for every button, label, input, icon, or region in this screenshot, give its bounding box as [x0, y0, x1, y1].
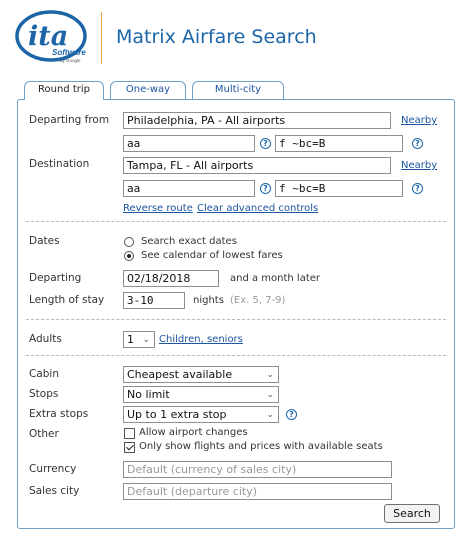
nights-label: nights	[193, 295, 224, 306]
logo-by-text: by Google	[60, 58, 81, 63]
search-form-panel	[17, 99, 455, 529]
children-seniors-link[interactable]: Children, seniors	[159, 334, 243, 345]
available-seats-label[interactable]: Only show flights and prices with available seats	[139, 441, 383, 452]
stops-value: No limit	[127, 388, 170, 401]
available-seats-checkbox[interactable]	[124, 442, 135, 453]
calendar-radio[interactable]	[124, 251, 134, 261]
adults-value: 1	[127, 333, 134, 346]
chevron-down-icon: ⌄	[142, 335, 150, 345]
extra-stops-label: Extra stops	[29, 408, 89, 420]
header	[0, 0, 470, 72]
currency-input[interactable]	[123, 461, 392, 478]
exact-dates-radio[interactable]	[124, 237, 134, 247]
currency-label: Currency	[29, 463, 77, 475]
dest-routing-help-icon[interactable]: ?	[260, 183, 271, 194]
origin-ext-input[interactable]: f ~bc=B	[275, 135, 403, 152]
origin-input[interactable]: Philadelphia, PA - All airports	[123, 112, 391, 129]
length-of-stay-input[interactable]: 3-10	[123, 292, 185, 309]
extra-stops-value: Up to 1 extra stop	[127, 408, 227, 421]
other-label: Other	[29, 428, 59, 440]
dest-ext-input[interactable]: f ~bc=B	[275, 180, 403, 197]
search-button[interactable]: Search	[384, 504, 440, 523]
extra-stops-help-icon[interactable]: ?	[286, 409, 297, 420]
calendar-label[interactable]: See calendar of lowest fares	[141, 250, 283, 261]
section-divider	[26, 319, 446, 320]
adults-label: Adults	[29, 333, 62, 345]
chevron-down-icon: ⌄	[266, 390, 274, 400]
length-of-stay-label: Length of stay	[29, 294, 105, 306]
logo-main-text: ita	[28, 21, 69, 52]
origin-ext-help-icon[interactable]: ?	[412, 138, 423, 149]
destination-label: Destination	[29, 158, 90, 170]
sales-city-label: Sales city	[29, 485, 80, 497]
exact-dates-label[interactable]: Search exact dates	[141, 236, 237, 247]
stops-select[interactable]	[123, 386, 279, 403]
dest-routing-input[interactable]: aa	[123, 180, 255, 197]
cabin-label: Cabin	[29, 368, 60, 380]
header-divider	[101, 12, 102, 64]
currency-placeholder: Default (currency of sales city)	[127, 463, 297, 476]
sales-city-input[interactable]	[123, 483, 392, 500]
destination-nearby-link[interactable]: Nearby	[401, 160, 438, 171]
clear-advanced-link[interactable]: Clear advanced controls	[197, 203, 319, 214]
origin-routing-input[interactable]: aa	[123, 135, 255, 152]
sales-city-placeholder: Default (departure city)	[127, 485, 258, 498]
chevron-down-icon: ⌄	[266, 410, 274, 420]
chevron-down-icon: ⌄	[266, 370, 274, 380]
origin-routing-help-icon[interactable]: ?	[260, 138, 271, 149]
departing-from-label: Departing from	[29, 114, 110, 126]
section-divider	[26, 355, 446, 356]
reverse-route-link[interactable]: Reverse route	[123, 203, 193, 214]
allow-airport-changes-label[interactable]: Allow airport changes	[139, 427, 248, 438]
cabin-select[interactable]	[123, 366, 279, 383]
cabin-value: Cheapest available	[127, 368, 233, 381]
allow-airport-changes-checkbox[interactable]	[124, 428, 135, 439]
section-divider	[26, 221, 446, 222]
adults-select[interactable]	[123, 331, 155, 348]
destination-input[interactable]: Tampa, FL - All airports	[123, 157, 391, 174]
tab-round-trip[interactable]: Round trip	[24, 81, 104, 100]
departing-date-input[interactable]: 02/18/2018	[123, 270, 219, 287]
dest-ext-help-icon[interactable]: ?	[412, 183, 423, 194]
tab-multi-city[interactable]: Multi-city	[192, 81, 284, 99]
stops-label: Stops	[29, 388, 59, 400]
departing-suffix: and a month later	[230, 273, 321, 284]
page-title: Matrix Airfare Search	[116, 26, 317, 48]
logo-sub-text: Software	[52, 48, 86, 57]
extra-stops-select[interactable]	[123, 406, 279, 423]
tab-one-way[interactable]: One-way	[110, 81, 186, 99]
origin-nearby-link[interactable]: Nearby	[401, 115, 438, 126]
ita-software-logo	[14, 8, 92, 66]
departing-label: Departing	[29, 272, 82, 284]
length-hint: (Ex. 5, 7-9)	[230, 295, 286, 306]
dates-label: Dates	[29, 235, 60, 247]
